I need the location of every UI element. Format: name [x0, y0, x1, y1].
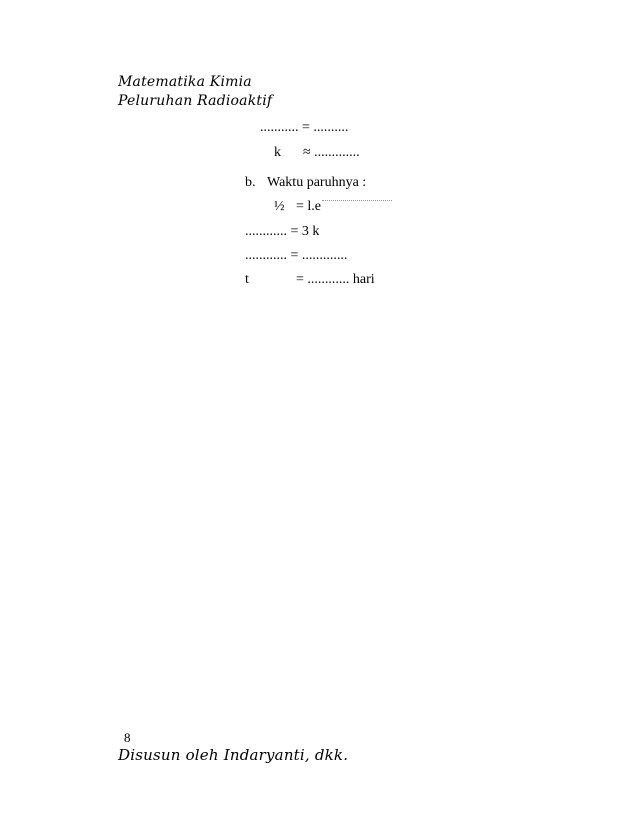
- equation-line-4: [296, 199, 392, 215]
- half-fraction: ½: [274, 199, 285, 214]
- footer-author: Disusun oleh Indaryanti, dkk.: [118, 746, 349, 764]
- equation-line-7-var: t: [245, 272, 249, 287]
- item-b-marker: b.: [245, 175, 256, 190]
- equation-line-5: ............ = 3 k: [245, 224, 320, 239]
- equation-line-7-rest: = ............ hari: [296, 272, 375, 287]
- header-title: Matematika Kimia: [118, 74, 252, 90]
- item-b-text: Waktu paruhnya :: [267, 175, 367, 190]
- equation-line-1: ........... = ..........: [260, 120, 349, 135]
- page-number: 8: [124, 730, 131, 745]
- equation-line-6: ............ = .............: [245, 248, 348, 263]
- header-subtitle: Peluruhan Radioaktif: [118, 93, 273, 109]
- equation-line-2-rest: ≈ .............: [303, 145, 360, 160]
- exponent-placeholder: [322, 200, 392, 201]
- equation-line-4-text: = l.e: [296, 199, 321, 214]
- equation-line-2-var: k: [274, 145, 281, 160]
